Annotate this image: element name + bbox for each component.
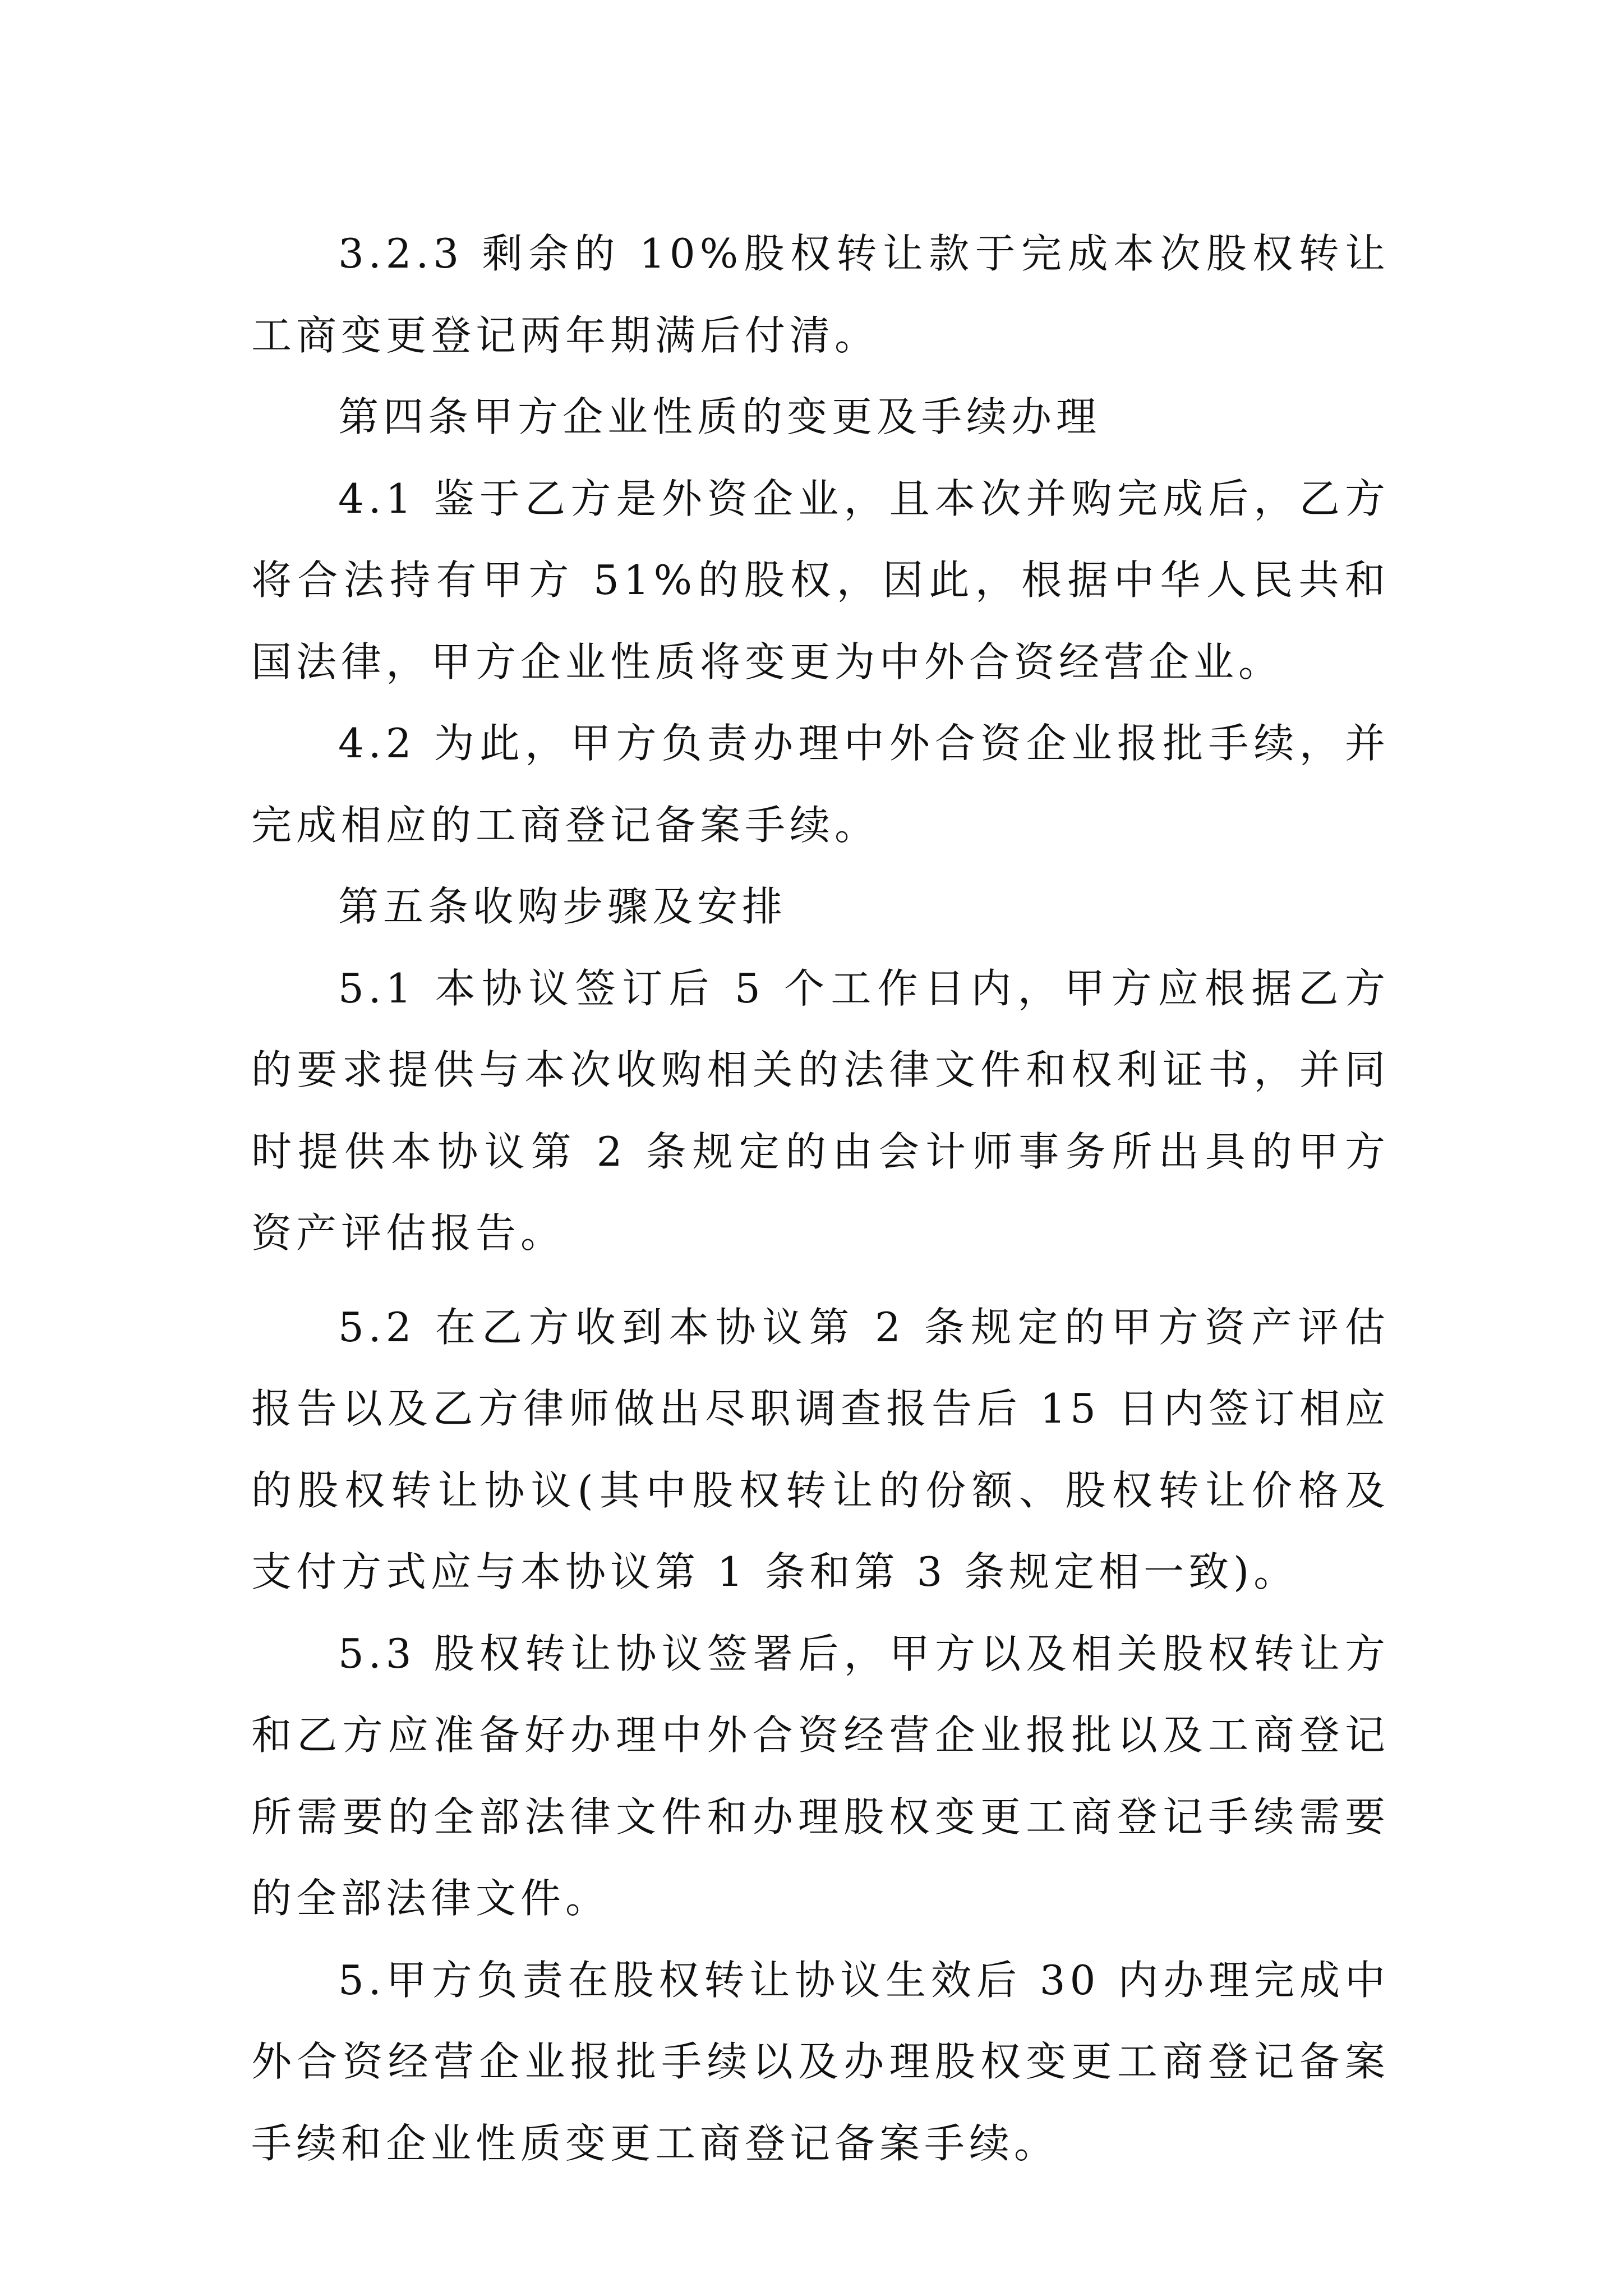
paragraph-4-2: 4.2 为此，甲方负责办理中外合资企业报批手续，并完成相应的工商登记备案手续。 (251, 720, 1390, 849)
article-4-heading: 第四条甲方企业性质的变更及手续办理 (338, 393, 1101, 440)
paragraph-3-2-3: 3.2.3 剩余的 10%股权转让款于完成本次股权转让工商变更登记两年期满后付清。 (251, 230, 1390, 359)
document-body (251, 213, 1390, 2184)
paragraph-5-4: 5.甲方负责在股权转让协议生效后 30 内办理完成中外合资经营企业报批手续以及办理股权变更工商登记备案手续和企业性质变更工商登记备案手续。 (251, 1956, 1390, 2167)
paragraph-5-1: 5.1 本协议签订后 5 个工作日内，甲方应根据乙方的要求提供与本次收购相关的法律文件和权利证书，并同时提供本协议第 2 条规定的由会计师事务所出具的甲方资产评估报告。 (251, 964, 1390, 1257)
paragraph-4-1: 4.1 鉴于乙方是外资企业，且本次并购完成后，乙方将合法持有甲方 51%的股权，因此，根据中华人民共和国法律，甲方企业性质将变更为中外合资经营企业。 (251, 475, 1390, 685)
article-5-heading: 第五条收购步骤及安排 (338, 883, 787, 930)
paragraph-5-2: 5.2 在乙方收到本协议第 2 条规定的甲方资产评估报告以及乙方律师做出尽职调查报告后 15 日内签订相应的股权转让协议(其中股权转让的份额、股权转让价格及支付方式应与本协议第 1 条和第 3 条规定相一致)。 (251, 1303, 1390, 1595)
paragraph-5-3: 5.3 股权转让协议签署后，甲方以及相关股权转让方和乙方应准备好办理中外合资经营企业报批以及工商登记所需要的全部法律文件和办理股权变更工商登记手续需要的全部法律文件。 (251, 1630, 1390, 1922)
